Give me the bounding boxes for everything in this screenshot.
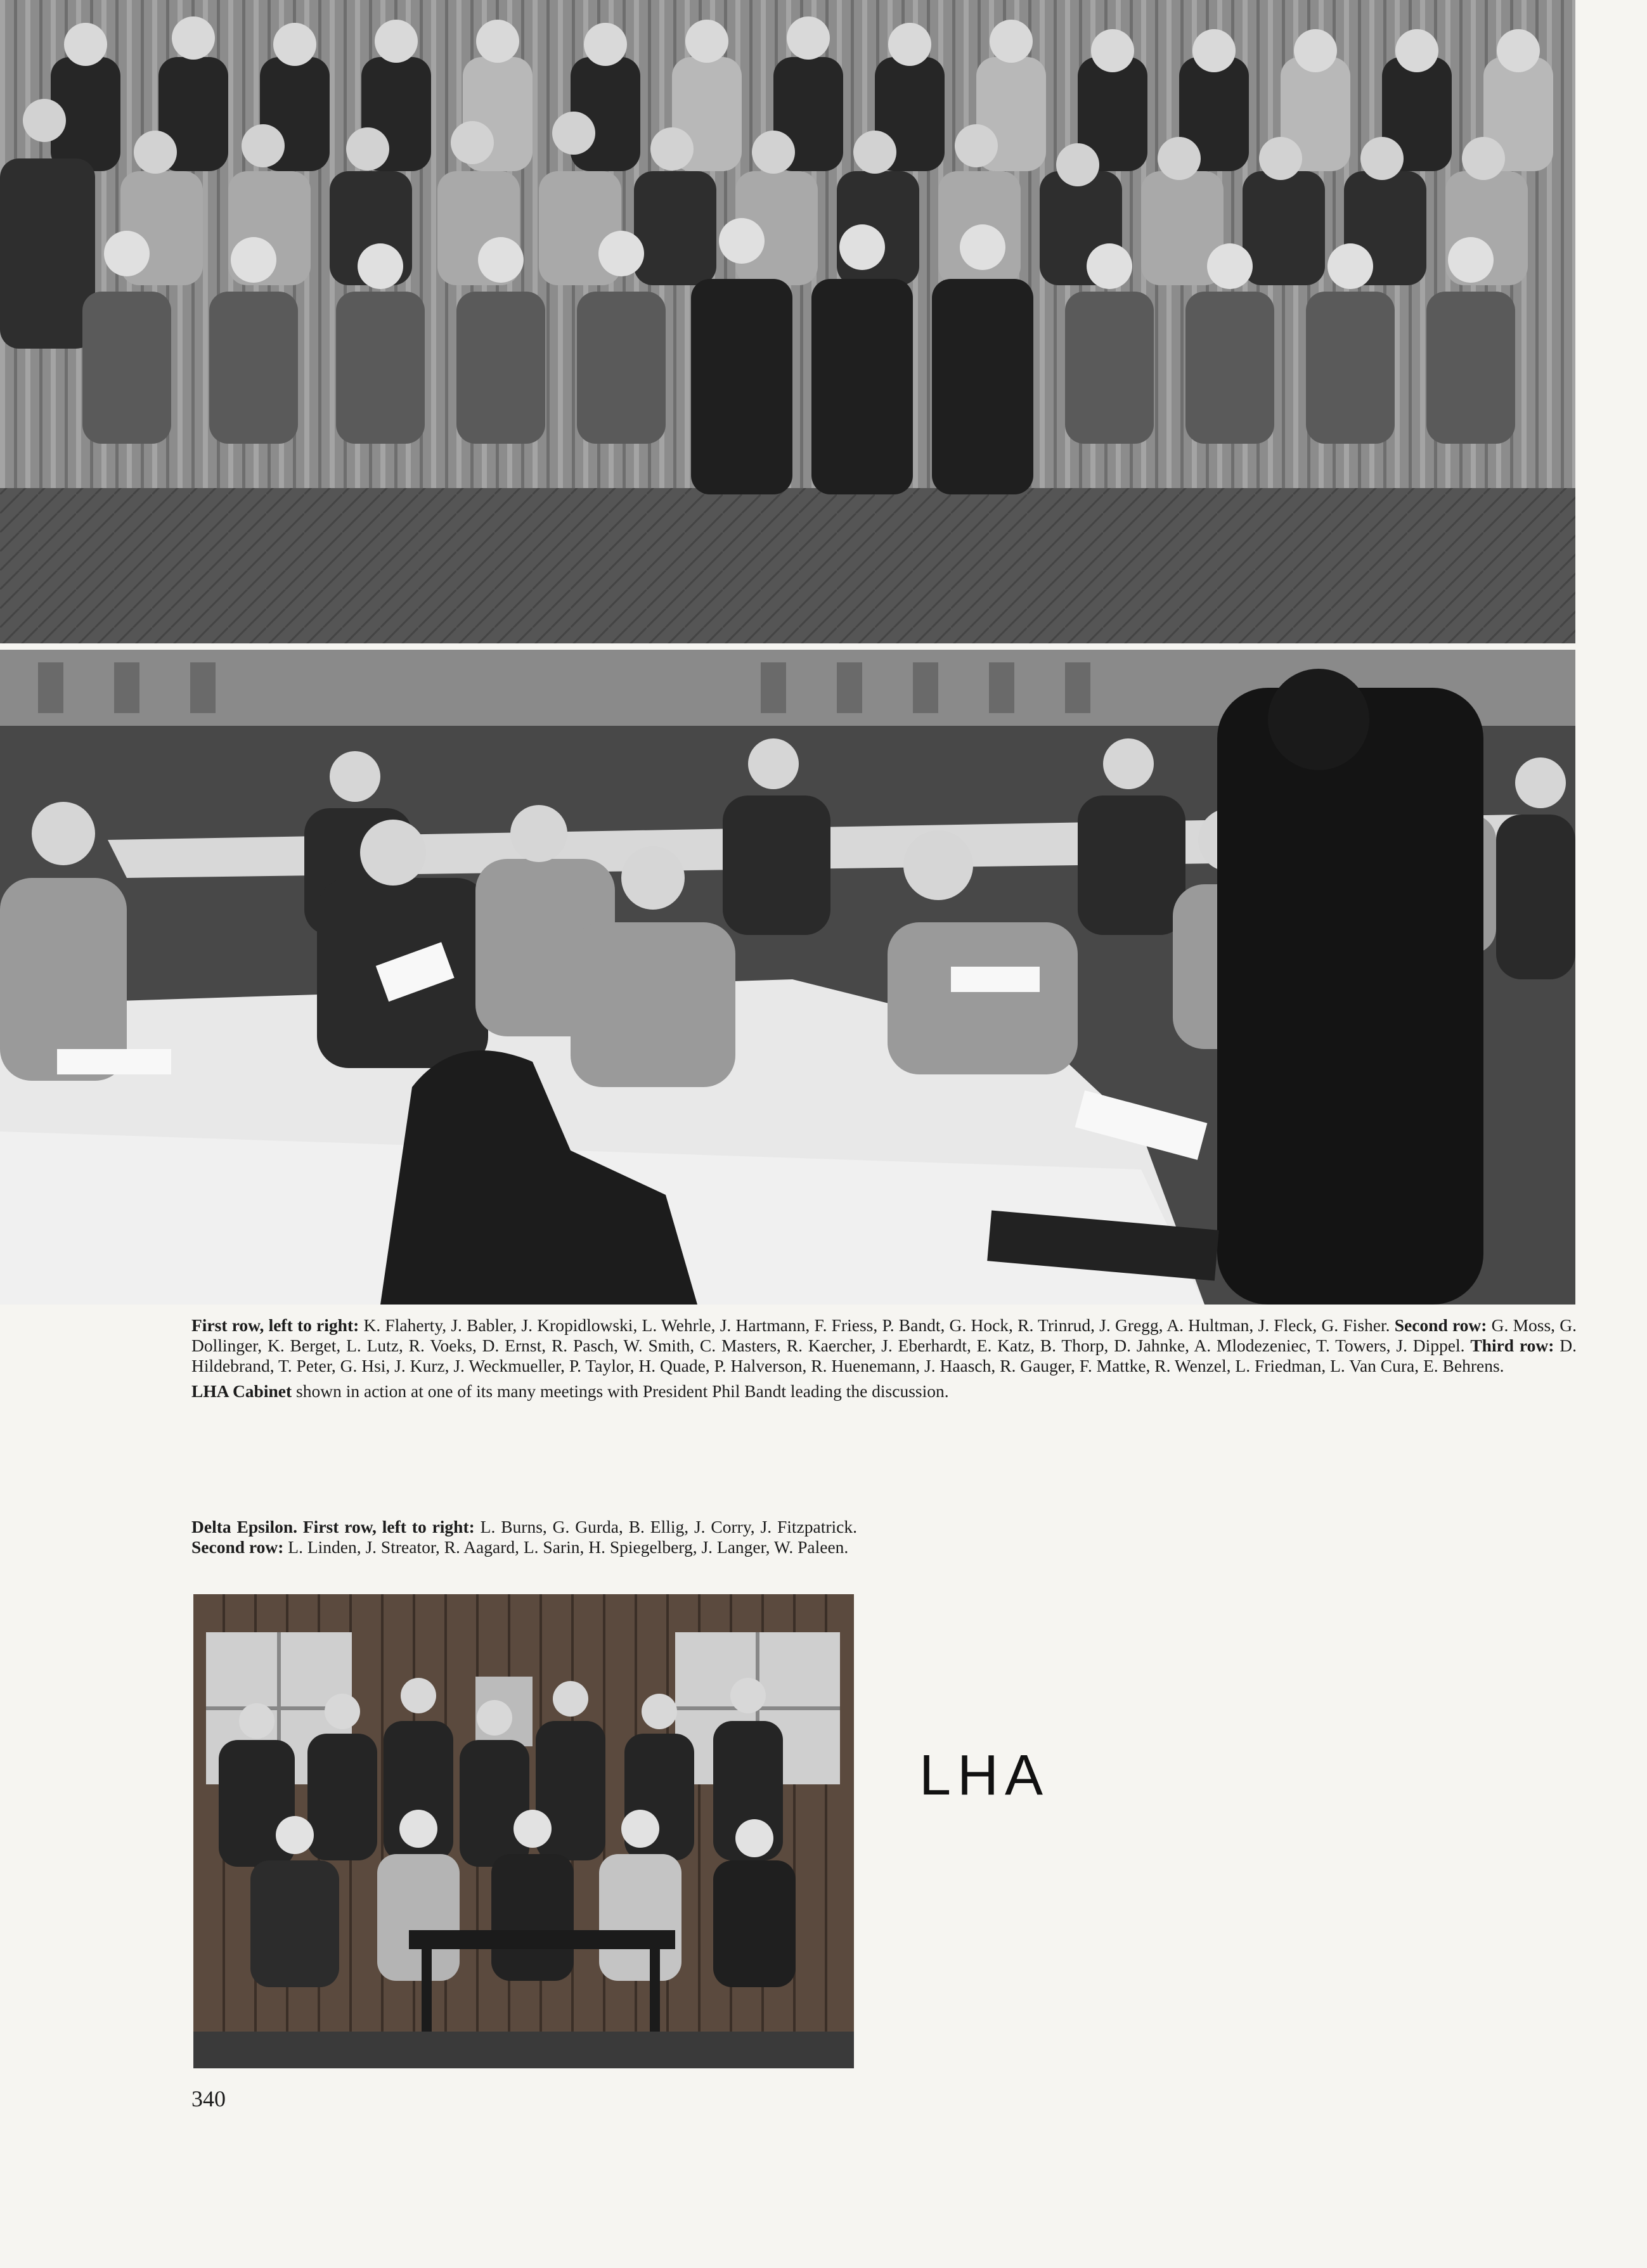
delta-epsilon-title: Delta Epsilon. (191, 1517, 298, 1537)
third-row-names: D. Hildebrand, T. Peter, G. Hsi, J. Kurz, J. Weckmueller, P. Taylor, H. Quade, P. Halverson, R. Huenemann, J. Haasch, R. Gauger, F. Mattke, R. Wenzel, L. Friedman, L. Van Cura, E. Behrens. (191, 1336, 1577, 1376)
cabinet-caption (191, 1381, 1577, 1401)
delta-second-row-names: L. Linden, J. Streator, R. Aagard, L. Sarin, H. Spiegelberg, J. Langer, W. Paleen. (283, 1537, 849, 1557)
third-row-label: Third row: (1470, 1336, 1554, 1355)
cabinet-label: LHA Cabinet (191, 1381, 292, 1401)
lha-cabinet-photo (0, 650, 1575, 1305)
delta-second-row-label: Second row: (191, 1537, 284, 1557)
first-row-names: K. Flaherty, J. Babler, J. Kropidlowski, L. Wehrle, J. Hartmann, F. Friess, P. Bandt, G. Hock, R. Trinrud, J. Gregg, A. Hultman, J. Fleck, G. Fisher. (359, 1315, 1395, 1335)
page-number: 340 (191, 2086, 226, 2111)
second-row-names: G. Moss, G. Dollinger, K. Berget, L. Lutz, R. Voeks, D. Ernst, R. Pasch, W. Smith, C. Masters, R. Kaercher, J. Eberhardt, E. Katz, B. Thorp, D. Jahnke, A. Mlodezeniec, T. Towers, J. Dippel. (191, 1315, 1577, 1355)
second-row-label: Second row: (1394, 1315, 1487, 1335)
delta-first-row-label: First row, left to right: (297, 1517, 475, 1537)
section-title: LHA (919, 1744, 1050, 1807)
first-row-label: First row, left to right: (191, 1315, 359, 1335)
delta-epsilon-photo (193, 1594, 854, 2068)
delta-first-row-names: L. Burns, G. Gurda, B. Ellig, J. Corry, J. Fitzpatrick. (474, 1517, 857, 1537)
lha-group-photo (0, 0, 1575, 643)
delta-epsilon-caption (191, 1517, 857, 1557)
group-photo-caption (191, 1315, 1577, 1401)
cabinet-text: shown in action at one of its many meetings with President Phil Bandt leading the discussion. (292, 1381, 949, 1401)
